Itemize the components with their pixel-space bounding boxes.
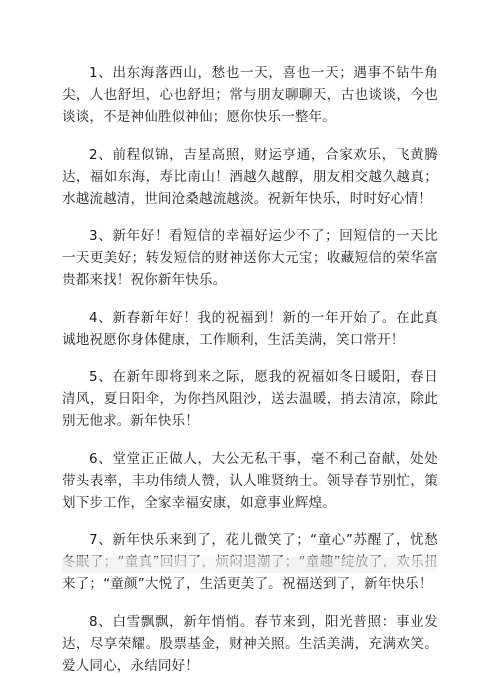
paragraph-6: 6、堂堂正正做人，大公无私干事，毫不利己奋献，处处带头表率，丰功伟绩人赞，认人唯贤纳士。领导春节别忙，策划下步工作，全家幸福安康，如意事业辉煌。 <box>62 450 438 511</box>
paragraph-7: 7、新年快乐来到了，花儿微笑了；“童心”苏醒了，忧愁 来了；“童颜”大悦了，生活更美了。祝福送到了，新年快乐！ <box>62 532 438 592</box>
paragraph-1: 1、出东海落西山，愁也一天，喜也一天；遇事不钻牛角尖，人也舒坦，心也舒坦；常与朋友聊聊天，古也谈谈，今也谈谈，不是神仙胜似神仙；愿你快乐一整年。 <box>62 65 438 125</box>
paragraph-3: 3、新年好！看短信的幸福好运少不了；回短信的一天比一天更美好；转发短信的财神送你大元宝；收藏短信的荣华富贵都来找！祝你新年快乐。 <box>62 228 438 288</box>
paragraph-5: 5、在新年即将到来之际，愿我的祝福如冬日暖阳，春日清风，夏日阳伞，为你挡风阻沙，送去温暖，捎去清凉，除此别无他求。新年快乐！ <box>62 369 438 429</box>
cut-off-next-line <box>62 557 438 573</box>
paragraph-8: 8、白雪飘飘，新年悄悄。春节来到，阳光普照：事业发达，尽享荣耀。股票基金，财神关照。生活美满，充满欢笑。爱人同心，永结同好！ <box>62 613 438 674</box>
paragraph-2: 2、前程似锦，吉星高照，财运亨通，合家欢乐，飞黄腾达，福如东海，寿比南山！酒越久越醇，朋友相交越久越真；水越流越清，世间沧桑越流越淡。祝新年快乐，时时好心情！ <box>62 146 438 207</box>
paragraph-4: 4、新春新年好！我的祝福到！新的一年开始了。在此真诚地祝愿你身体健康，工作顺利，生活美满，笑口常开！ <box>62 309 438 348</box>
